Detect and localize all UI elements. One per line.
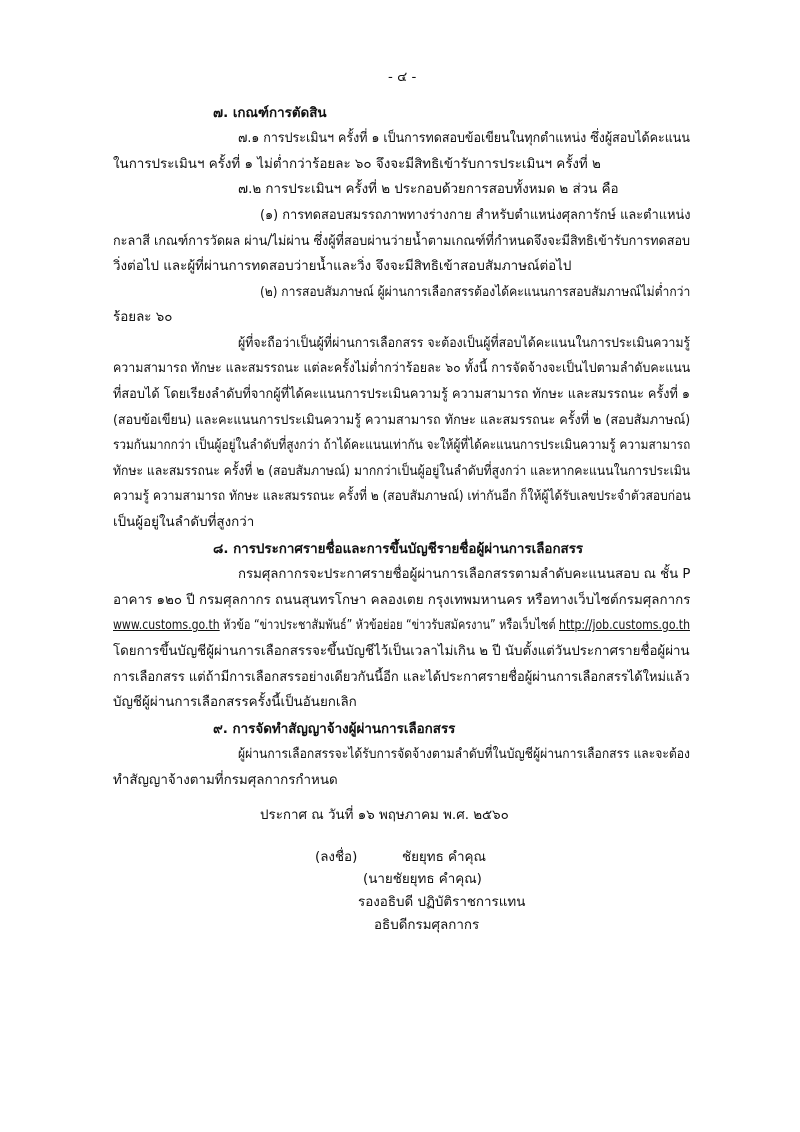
criteria-paragraph-line: ที่สอบได้ โดยเรียงลำดับที่จากผู้ที่ได้คะแนนการประเมินความรู้ ความสามารถ ทักษะ และสมรรถนะ ครั้งที่ ๑ [113, 387, 691, 402]
signature-label: (ลงชื่อ) [315, 850, 358, 865]
section-8-line-3-text: หัวข้อ “ข่าวประชาสัมพันธ์” หัวข้อย่อย “ข่าวรับสมัครงาน” หรือเว็บไซต์ [219, 618, 560, 633]
signer-position: รองอธิบดี ปฏิบัติราชการแทน [358, 895, 526, 910]
printed-name: (นายชัยยุทธ คำคุณ) [363, 872, 482, 887]
section-8-line-4: โดยการขึ้นบัญชีผู้ผ่านการเลือกสรรจะขึ้นบัญชีไว้เป็นเวลาไม่เกิน ๒ ปี นับตั้งแต่วันประกาศรายชื่อผู้ผ่าน [113, 644, 690, 659]
item-2-line-2: ร้อยละ ๖๐ [113, 310, 173, 325]
job-website-link[interactable]: http://job.customs.go.th [559, 618, 690, 633]
criteria-paragraph-line: ทักษะ และสมรรถนะ ครั้งที่ ๒ (สอบสัมภาษณ์) มากกว่าเป็นผู้อยู่ในลำดับที่สูงกว่า และหากคะแนนในการประเมิน [113, 464, 691, 479]
criteria-paragraph-line: ความสามารถ ทักษะ และสมรรถนะ แต่ละครั้งไม่ต่ำกว่าร้อยละ ๖๐ ทั้งนี้ การจัดจ้างจะเป็นไปตามลำดับคะแนน [113, 361, 691, 376]
section-8-line-2: อาคาร ๑๒๐ ปี กรมศุลกากร ถนนสุนทรโกษา คลองเตย กรุงเทพมหานคร หรือทางเว็บไซต์กรมศุลกากร [113, 593, 691, 608]
item-1-line-2: กะลาสี เกณฑ์การวัดผล ผ่าน/ไม่ผ่าน ซึ่งผู้ที่สอบผ่านว่ายน้ำตามเกณฑ์ที่กำหนดจึงจะมีสิทธิเข้ารับการทดสอบ [113, 234, 691, 249]
item-2-line-1: (๒) การสอบสัมภาษณ์ ผู้ผ่านการเลือกสรรต้องได้คะแนนการสอบสัมภาษณ์ไม่ต่ำกว่า [260, 285, 691, 300]
section-7-1-line-1: ๗.๑ การประเมินฯ ครั้งที่ ๑ เป็นการทดสอบข้อเขียนในทุกตำแหน่ง ซึ่งผู้สอบได้คะแนน [238, 131, 690, 146]
section-8-line-5: การเลือกสรร แต่ถ้ามีการเลือกสรรอย่างเดียวกันนี้อีก และได้ประกาศรายชื่อผู้ผ่านการเลือกสรรได้ใหม่แล้ว [113, 670, 690, 685]
section-9-line-2: ทำสัญญาจ้างตามที่กรมศุลกากรกำหนด [113, 773, 338, 788]
section-8-line-6: บัญชีผู้ผ่านการเลือกสรรครั้งนี้เป็นอันยกเลิก [113, 695, 357, 710]
criteria-paragraph-line: (สอบข้อเขียน) และคะแนนการประเมินความรู้ ความสามารถ ทักษะ และสมรรถนะ ครั้งที่ ๒ (สอบสัมภาษณ์) [113, 413, 691, 428]
item-1-line-1: (๑) การทดสอบสมรรถภาพทางร่างกาย สำหรับตำแหน่งศุลการักษ์ และตำแหน่ง [260, 208, 691, 223]
criteria-paragraph-line: ผู้ที่จะถือว่าเป็นผู้ที่ผ่านการเลือกสรร จะต้องเป็นผู้ที่สอบได้คะแนนในการประเมินความรู้ [238, 336, 691, 351]
criteria-paragraph-line: รวมกันมากกว่า เป็นผู้อยู่ในลำดับที่สูงกว่า ถ้าได้คะแนนเท่ากัน จะให้ผู้ที่ได้คะแนนการประเมินความรู้ ความสามารถ [113, 438, 691, 453]
section-8-line-3 [113, 616, 690, 636]
announcement-date: ประกาศ ณ วันที่ ๑๖ พฤษภาคม พ.ศ. ๒๕๖๐ [260, 808, 509, 823]
customs-website-link[interactable]: www.customs.go.th [113, 618, 220, 633]
section-8-line-1: กรมศุลกากรจะประกาศรายชื่อผู้ผ่านการเลือกสรรตามลำดับคะแนนสอบ ณ ชั้น P [238, 567, 691, 582]
section-8-heading: ๘. การประกาศรายชื่อและการขึ้นบัญชีรายชื่อผู้ผ่านการเลือกสรร [213, 542, 584, 557]
criteria-paragraph-line: เป็นผู้อยู่ในลำดับที่สูงกว่า [113, 515, 255, 530]
section-7-1-line-2: ในการประเมินฯ ครั้งที่ ๑ ไม่ต่ำกว่าร้อยละ ๖๐ จึงจะมีสิทธิเข้ารับการประเมินฯ ครั้งที่ ๒ [113, 157, 601, 172]
signer-title: อธิบดีกรมศุลกากร [374, 918, 480, 933]
section-9-line-1: ผู้ผ่านการเลือกสรรจะได้รับการจัดจ้างตามลำดับที่ในบัญชีผู้ผ่านการเลือกสรร และจะต้อง [238, 747, 690, 762]
section-9-heading: ๙. การจัดทำสัญญาจ้างผู้ผ่านการเลือกสรร [213, 722, 456, 737]
item-1-line-3: วิ่งต่อไป และผู้ที่ผ่านการทดสอบว่ายน้ำและวิ่ง จึงจะมีสิทธิเข้าสอบสัมภาษณ์ต่อไป [113, 259, 572, 274]
criteria-paragraph-line: ความรู้ ความสามารถ ทักษะ และสมรรถนะ ครั้งที่ ๒ (สอบสัมภาษณ์) เท่ากันอีก ก็ให้ผู้ได้รับเลขประจำตัวสอบก่อน [113, 489, 691, 504]
section-7-heading: ๗. เกณฑ์การตัดสิน [213, 106, 327, 121]
signed-name: ชัยยุทธ คำคุณ [402, 850, 486, 865]
section-7-2-line-1: ๗.๒ การประเมินฯ ครั้งที่ ๒ ประกอบด้วยการสอบทั้งหมด ๒ ส่วน คือ [238, 182, 619, 197]
page-number: - ๔ - [388, 70, 417, 85]
